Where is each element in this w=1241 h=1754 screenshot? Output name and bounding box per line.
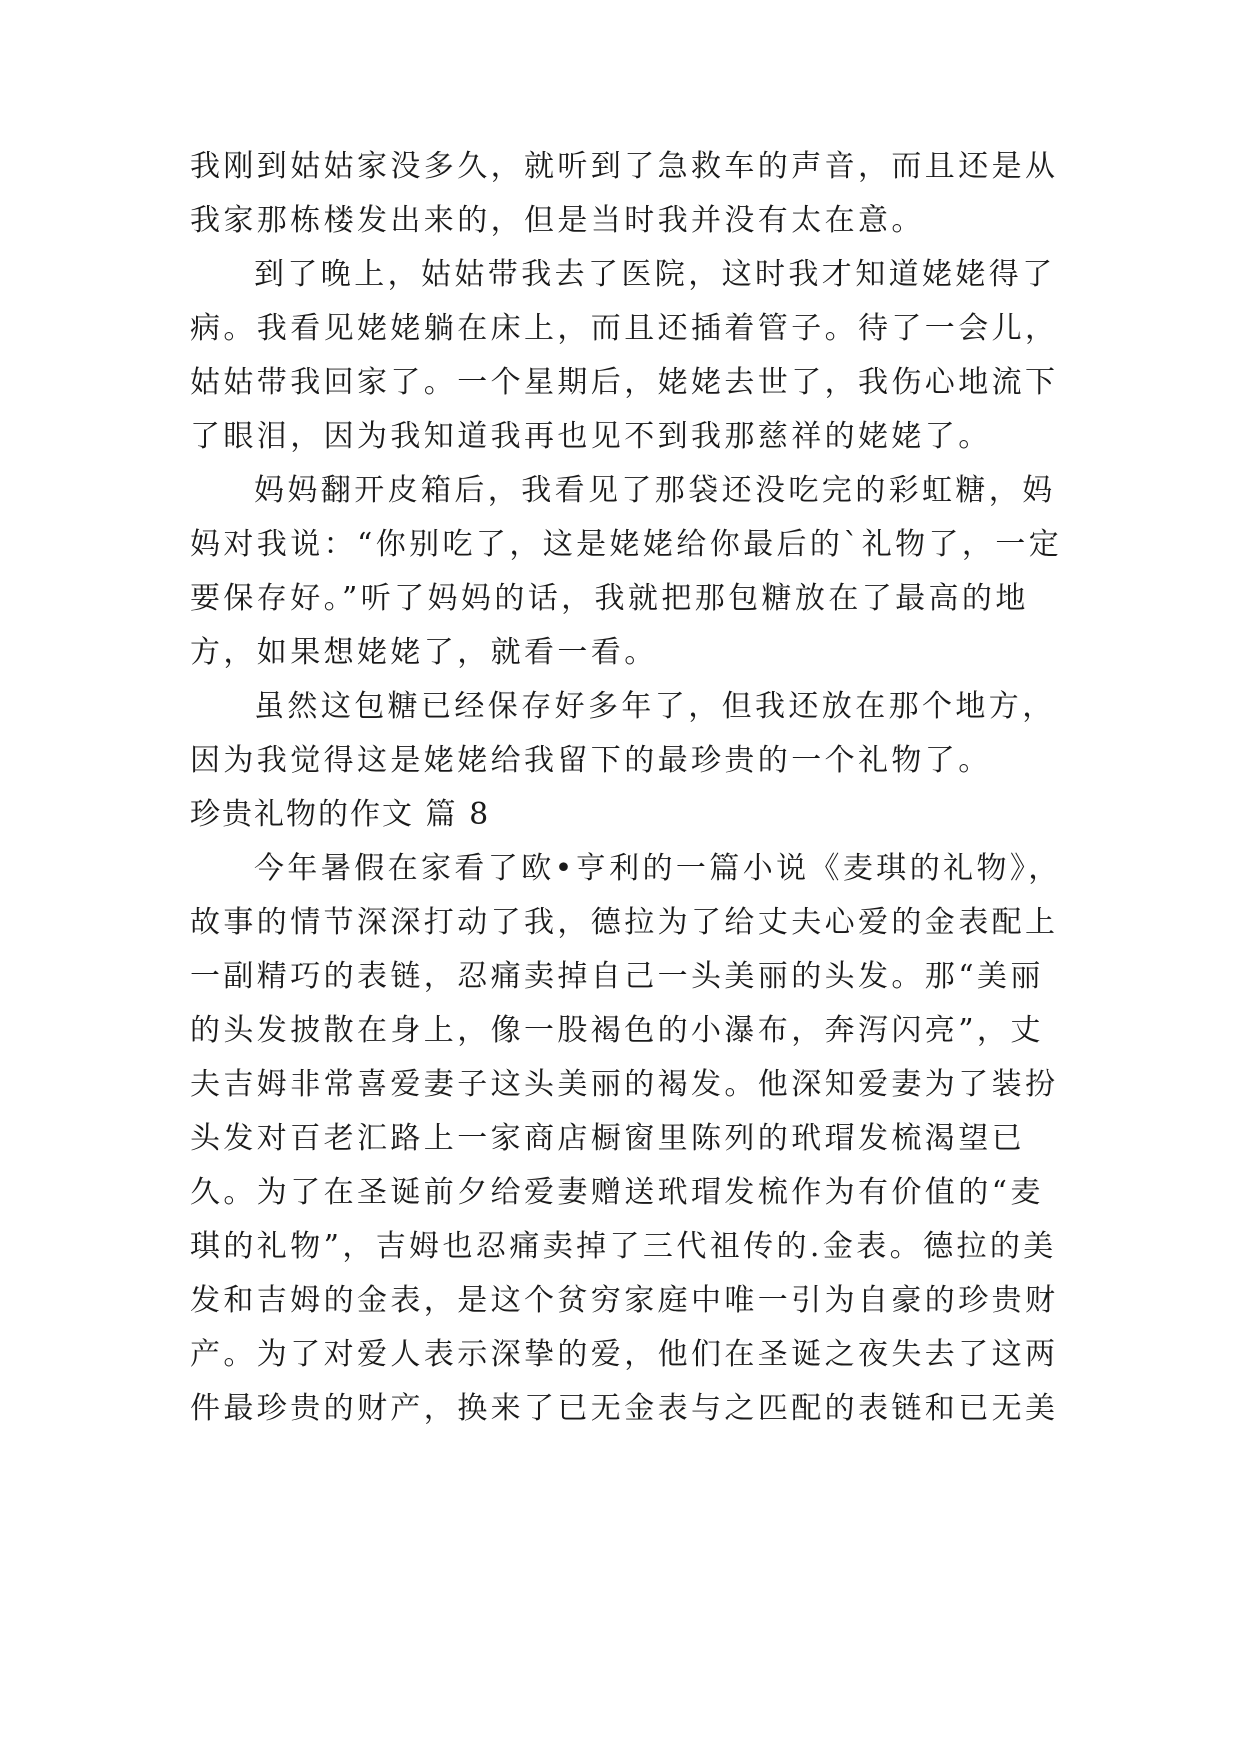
text-line: 方，如果想姥姥了，就看一看。 <box>190 635 658 670</box>
text-line: 病。我看见姥姥躺在床上，而且还插着管子。待了一会儿， <box>190 311 1059 346</box>
text-line: 故事的情节深深打动了我，德拉为了给丈夫心爱的金表配上 <box>190 905 1059 940</box>
text-line: 我家那栋楼发出来的，但是当时我并没有太在意。 <box>190 203 925 238</box>
section-heading: 珍贵礼物的作文 篇 8 <box>190 797 491 832</box>
text-line: 夫吉姆非常喜爱妻子这头美丽的褐发。他深知爱妻为了装扮 <box>190 1067 1059 1102</box>
paragraph-first-line: 到了晚上，姑姑带我去了医院，这时我才知道姥姥得了 <box>254 257 1056 292</box>
text-line: 产。为了对爱人表示深挚的爱，他们在圣诞之夜失去了这两 <box>190 1337 1059 1372</box>
paragraph-first-line: 今年暑假在家看了欧•亨利的一篇小说《麦琪的礼物》， <box>254 851 1062 886</box>
text-line: 因为我觉得这是姥姥给我留下的最珍贵的一个礼物了。 <box>190 743 992 778</box>
paragraph-first-line: 虽然这包糖已经保存好多年了，但我还放在那个地方， <box>254 689 1056 724</box>
text-line: 的头发披散在身上，像一股褐色的小瀑布，奔泻闪亮”，丈 <box>190 1013 1044 1048</box>
text-line: 件最珍贵的财产，换来了已无金表与之匹配的表链和已无美 <box>190 1391 1059 1426</box>
text-line: 久。为了在圣诞前夕给爱妻赠送玳瑁发梳作为有价值的“麦 <box>190 1175 1044 1210</box>
text-line: 一副精巧的表链，忍痛卖掉自己一头美丽的头发。那“美丽 <box>190 959 1044 994</box>
text-line: 妈对我说：“你别吃了，这是姥姥给你最后的`礼物了，一定 <box>190 527 1063 562</box>
text-line: 头发对百老汇路上一家商店橱窗里陈列的玳瑁发梳渴望已 <box>190 1121 1025 1156</box>
text-line: 我刚到姑姑家没多久，就听到了急救车的声音，而且还是从 <box>190 149 1059 184</box>
paragraph-first-line: 妈妈翻开皮箱后，我看见了那袋还没吃完的彩虹糖，妈 <box>254 473 1056 508</box>
text-line: 要保存好。”听了妈妈的话，我就把那包糖放在了最高的地 <box>190 581 1029 616</box>
text-line: 姑姑带我回家了。一个星期后，姥姥去世了，我伤心地流下 <box>190 365 1059 400</box>
text-line: 了眼泪，因为我知道我再也见不到我那慈祥的姥姥了。 <box>190 419 992 454</box>
text-line: 琪的礼物”，吉姆也忍痛卖掉了三代祖传的.金表。德拉的美 <box>190 1229 1057 1264</box>
text-line: 发和吉姆的金表，是这个贫穷家庭中唯一引为自豪的珍贵财 <box>190 1283 1059 1318</box>
